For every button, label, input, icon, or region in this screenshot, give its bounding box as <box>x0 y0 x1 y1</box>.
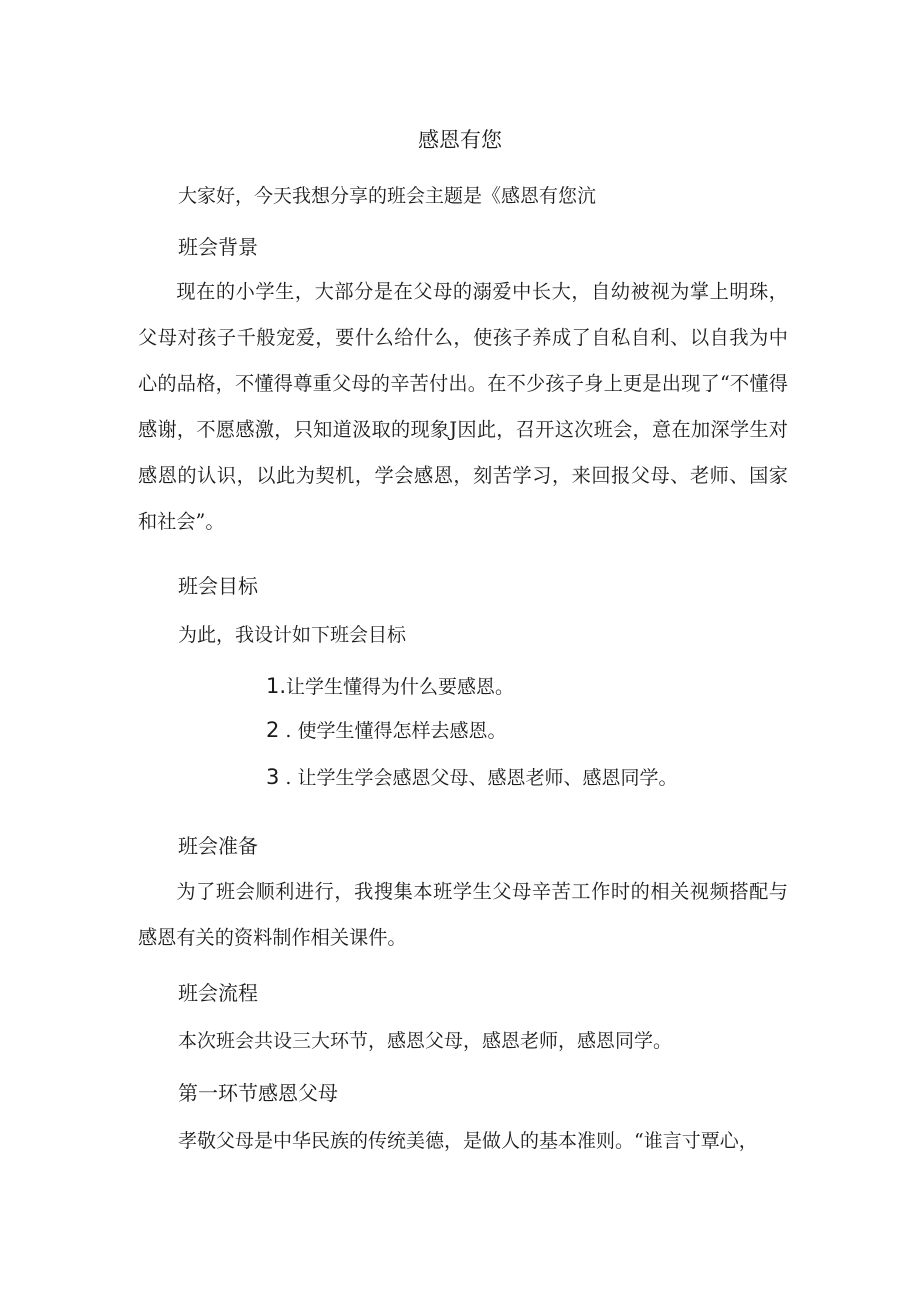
goal-number: 3 <box>266 765 280 789</box>
goals-lead: 为此，我设计如下班会目标 <box>178 624 407 646</box>
heading-goals: 班会目标 <box>178 574 258 598</box>
part1-text: 孝敬父母是中华民族的传统美德，是做人的基本准则。“谁言寸覃心， <box>178 1130 758 1152</box>
intro-text: 大家好，今天我想分享的班会主题是《感恩有您沆 <box>178 185 597 207</box>
heading-process: 班会流程 <box>178 981 258 1005</box>
goal-text: 让学生懂得为什么要感恩。 <box>286 676 515 698</box>
goal-number: 2 <box>266 718 280 742</box>
document-title: 感恩有您 <box>418 128 502 152</box>
heading-part1: 第一环节感恩父母 <box>178 1081 338 1105</box>
preparation-paragraph: 为了班会顺利进行，我搜集本班学生父母辛苦工作时的相关视频搭配与感恩有关的资料制作相关课件。 <box>138 880 788 949</box>
heading-background: 班会背景 <box>178 235 258 259</box>
goal-item-3 <box>266 763 678 790</box>
background-paragraph: 现在的小学生，大部分是在父母的溺爱中长大，自幼被视为掌上明珠，父母对孩子千般宠爱，要什么给什么，使孩子养成了自私自利、以自我为中心的品格，不懂得尊重父母的辛苦付出。在不少孩子身上更是出现了“不懂得感谢，不愿感激，只知道汲取的现象J因此，召开这次班会，意在加深学生对感恩的认识，以此为契机，学会感恩，刻苦学习，来回报父母、老师、国家和社会”。 <box>138 280 788 533</box>
goal-number: 1. <box>266 674 287 698</box>
heading-preparation: 班会准备 <box>178 834 258 858</box>
goal-item-1 <box>266 672 514 699</box>
goal-item-2 <box>266 716 507 743</box>
goal-text: . 使学生懂得怎样去感恩。 <box>279 720 507 742</box>
process-text: 本次班会共设三大环节，感恩父母，感恩老师，感恩同学。 <box>178 1030 673 1052</box>
goal-text: . 让学生学会感恩父母、感恩老师、感恩同学。 <box>279 767 678 789</box>
